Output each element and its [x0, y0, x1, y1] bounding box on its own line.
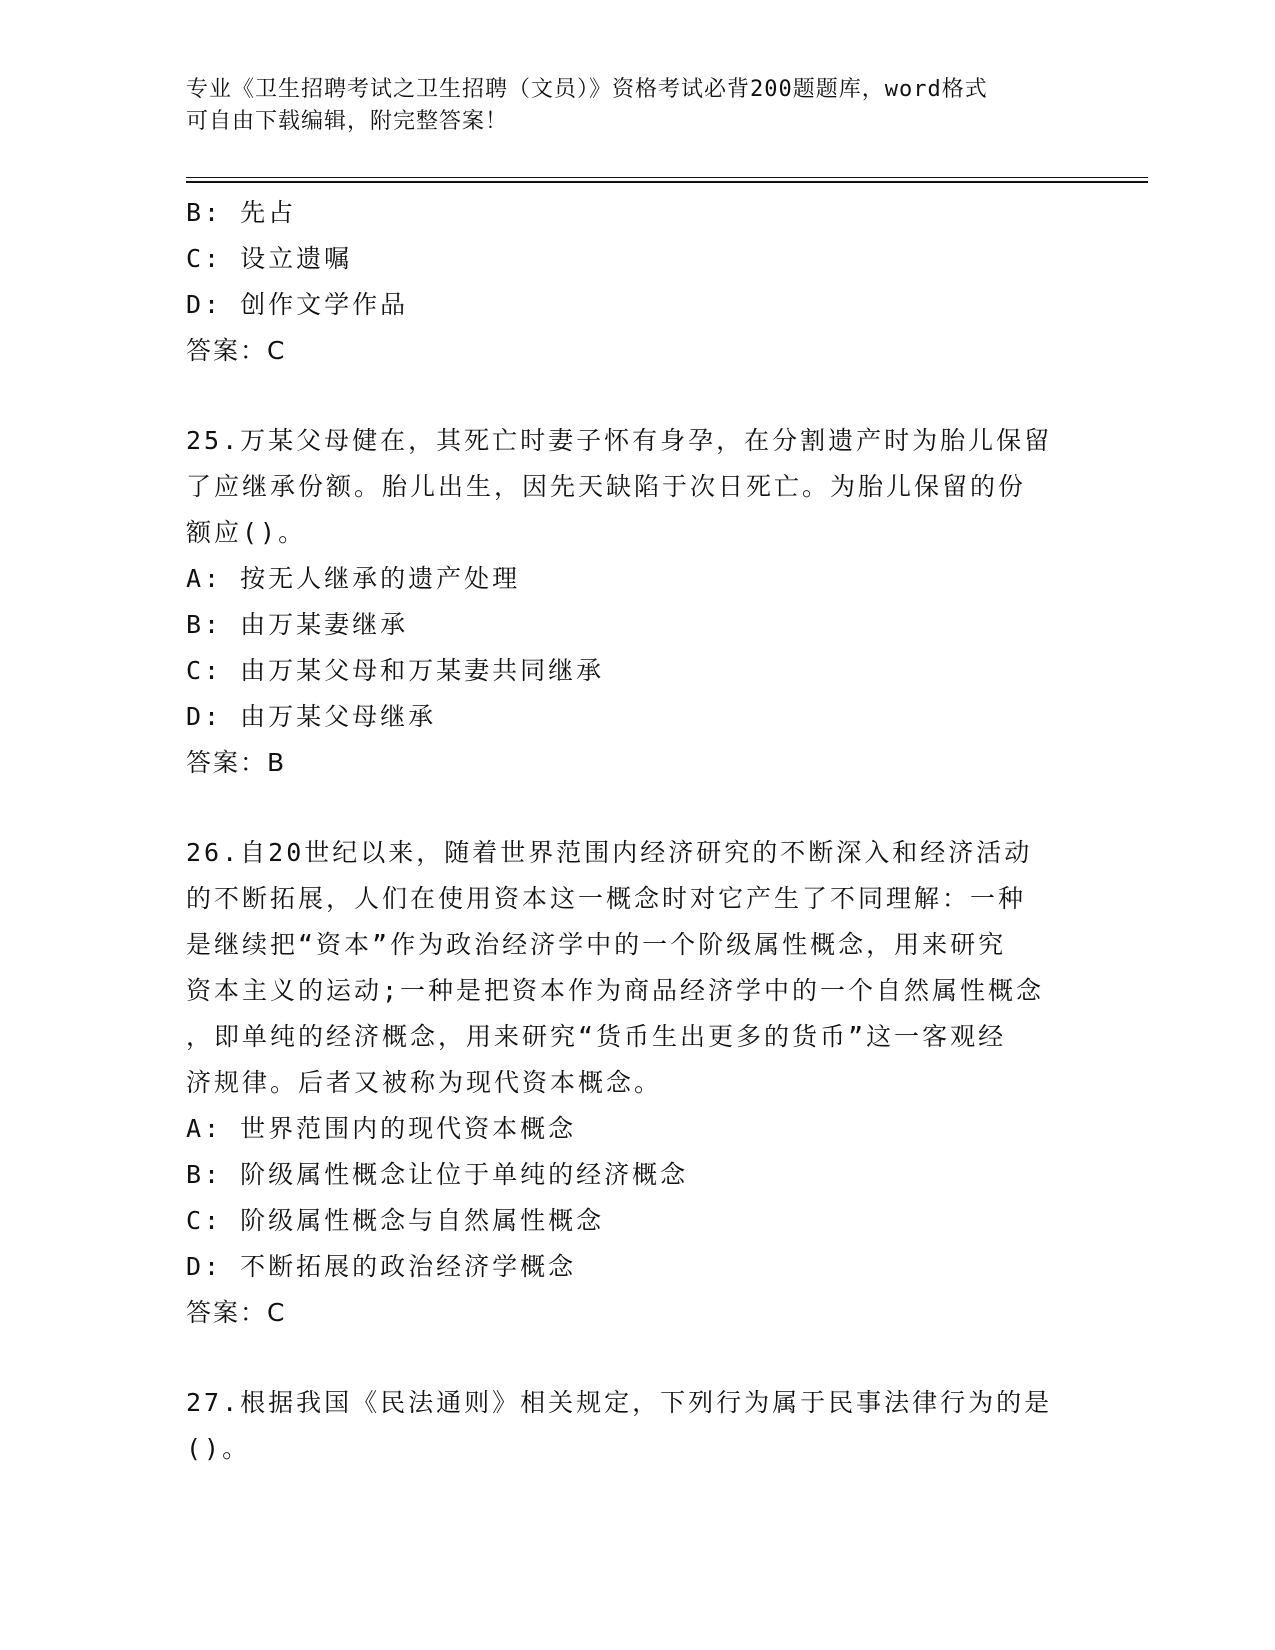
header-title-line-2: 可自由下载编辑，附完整答案！ — [186, 109, 509, 134]
question-text-line: 济规律。后者又被称为现代资本概念。 — [186, 1068, 663, 1097]
header-divider-thin — [186, 177, 1148, 178]
answer-line: 答案：B — [186, 748, 287, 777]
question-25 — [186, 418, 1086, 786]
option-a: A: 世界范围内的现代资本概念 — [186, 1114, 577, 1143]
question-text-line: 额应()。 — [186, 518, 307, 547]
header-title-line-1: 专业《卫生招聘考试之卫生招聘（文员）》资格考试必背200题题库，word格式 — [186, 77, 988, 102]
option-d: D: 由万某父母继承 — [186, 702, 437, 731]
option-b: B: 阶级属性概念让位于单纯的经济概念 — [186, 1160, 689, 1189]
question-text-line: 26.自20世纪以来，随着世界范围内经济研究的不断深入和经济活动 — [186, 838, 1033, 867]
question-24 — [186, 190, 1086, 374]
question-text-line: 27.根据我国《民法通则》相关规定，下列行为属于民事法律行为的是 — [186, 1388, 1053, 1417]
option-b: B: 先占 — [186, 198, 297, 227]
answer-line: 答案：C — [186, 336, 287, 365]
answer-line: 答案：C — [186, 1298, 287, 1327]
page-header — [186, 74, 1066, 138]
question-text-line: 是继续把“资本”作为政治经济学中的一个阶级属性概念，用来研究 — [186, 930, 1007, 959]
option-b: B: 由万某妻继承 — [186, 610, 409, 639]
option-a: A: 按无人继承的遗产处理 — [186, 564, 521, 593]
option-c: C: 阶级属性概念与自然属性概念 — [186, 1206, 605, 1235]
question-text-line: 了应继承份额。胎儿出生，因先天缺陷于次日死亡。为胎儿保留的份 — [186, 472, 1027, 501]
question-text-line: ，即单纯的经济概念，用来研究“货币生出更多的货币”这一客观经 — [186, 1022, 1007, 1051]
header-divider-thick — [186, 181, 1148, 183]
question-text-line: 25.万某父母健在，其死亡时妻子怀有身孕，在分割遗产时为胎儿保留 — [186, 426, 1053, 455]
option-d: D: 不断拓展的政治经济学概念 — [186, 1252, 577, 1281]
question-text-line: ()。 — [186, 1434, 251, 1463]
question-27 — [186, 1380, 1086, 1472]
question-list — [186, 190, 1086, 1472]
option-c: C: 由万某父母和万某妻共同继承 — [186, 656, 605, 685]
option-d: D: 创作文学作品 — [186, 290, 409, 319]
question-text-line: 的不断拓展，人们在使用资本这一概念时对它产生了不同理解：一种 — [186, 884, 1027, 913]
question-26 — [186, 830, 1086, 1336]
option-c: C: 设立遗嘱 — [186, 244, 353, 273]
question-text-line: 资本主义的运动;一种是把资本作为商品经济学中的一个自然属性概念 — [186, 976, 1045, 1005]
